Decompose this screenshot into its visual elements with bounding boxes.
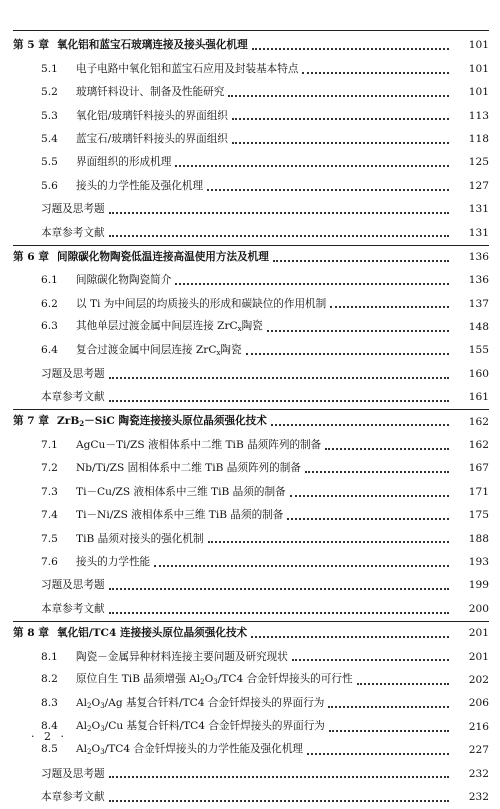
toc-misc-entry[interactable] [0,762,500,785]
top-rule [13,30,489,31]
dot-leader [109,799,449,802]
dot-leader [273,259,449,262]
dot-leader [154,564,449,567]
toc-section-entry[interactable] [0,339,500,362]
toc-entry-title: 接头的力学性能及强化机理 [76,179,204,192]
dot-leader [232,141,449,144]
toc-page-number: 216 [468,720,489,733]
toc-entry-label [0,534,204,545]
toc-page-number: 171 [468,485,489,498]
toc-entry-title: 复合过渡金属中间层连接 ZrC$_x$陶瓷 [76,343,242,357]
toc-section-entry[interactable] [0,434,500,457]
toc-chapter-entry[interactable] [0,410,500,433]
toc-misc-entry[interactable] [0,221,500,244]
toc-page-number: 199 [468,579,489,592]
table-of-contents [0,34,500,809]
dot-leader [208,540,449,543]
toc-entry-label [0,111,228,122]
dot-leader [328,705,449,708]
toc-entry-title: 本章参考文献 [41,391,105,404]
toc-page-number: 201 [468,650,489,663]
toc-page-number: 131 [468,226,489,239]
toc-page-number: 175 [468,509,489,522]
toc-page-number: 167 [468,462,489,475]
toc-section-entry[interactable] [0,81,500,104]
toc-section-entry[interactable] [0,104,500,127]
toc-page-number: 148 [468,321,489,334]
toc-entry-title: Nb/Ti/ZS 固相体系中二维 TiB 晶须阵列的制备 [76,462,301,475]
toc-section-entry[interactable] [0,645,500,668]
toc-entry-label [0,557,150,568]
toc-page-number: 125 [468,156,489,169]
toc-misc-entry[interactable] [0,786,500,809]
toc-entry-number: 第 7 章 [13,415,49,428]
toc-section-entry[interactable] [0,128,500,151]
toc-entry-number: 第 6 章 [13,250,49,263]
toc-misc-entry[interactable] [0,198,500,221]
toc-entry-label [0,674,353,686]
toc-entry-title: 陶瓷－金属异种材料连接主要问题及研究现状 [76,650,288,663]
dot-leader [307,752,449,755]
toc-page-number: 161 [468,391,489,404]
dot-leader [175,164,449,167]
dot-leader [109,775,449,778]
toc-entry-label [0,604,105,615]
toc-entry-label [0,299,326,310]
toc-entry-title: 氧化铝/玻璃钎料接头的界面组织 [76,109,228,122]
toc-entry-label [0,252,269,263]
dot-leader [228,94,449,97]
toc-entry-title: 本章参考文献 [41,602,105,615]
dot-leader [232,117,449,120]
toc-entry-number: 5.2 [41,86,58,99]
toc-page-number: 136 [468,274,489,287]
toc-entry-title: 间隙碳化物陶瓷简介 [76,274,172,287]
toc-page-number: 127 [468,179,489,192]
toc-entry-title: AgCu－Ti/ZS 液相体系中二维 TiB 晶须阵列的制备 [76,439,322,452]
toc-section-entry[interactable] [0,551,500,574]
toc-section-entry[interactable] [0,480,500,503]
toc-entry-label [0,181,203,192]
toc-entry-number: 8.2 [41,673,58,686]
toc-page-number: 131 [468,203,489,216]
toc-section-entry[interactable] [0,174,500,197]
toc-page-number: 101 [468,39,489,52]
toc-entry-title: 其他单层过渡金属中间层连接 ZrC$_x$陶瓷 [76,320,263,334]
dot-leader [287,517,449,520]
toc-entry-label [0,792,105,803]
toc-entry-title: ZrB$_2$－SiC 陶瓷连接接头原位晶须强化技术 [57,415,267,429]
dot-leader [109,587,449,590]
toc-entry-number: 8.4 [41,720,58,733]
toc-entry-number: 7.2 [41,462,58,475]
toc-entry-label [0,487,286,498]
dot-leader [325,447,449,450]
toc-section-entry[interactable] [0,739,500,762]
toc-entry-title: 界面组织的形成机理 [76,156,172,169]
toc-entry-label [0,416,267,427]
toc-entry-label [0,744,303,756]
toc-page-number: 206 [468,697,489,710]
toc-section-entry[interactable] [0,316,500,339]
toc-entry-number: 5.5 [41,156,58,169]
dot-leader [357,682,449,685]
toc-entry-title: $Al_2O_3/TC4$ 合金钎焊接头的力学性能及强化机理 [76,743,304,757]
dot-leader [267,329,449,332]
toc-entry-number: 第 5 章 [13,39,49,52]
toc-entry-number: 第 8 章 [13,627,49,640]
toc-entry-label [0,321,263,333]
dot-leader [271,423,449,426]
toc-entry-title: $Al_2O_3/Ag$ 基复合钎料/TC4 合金钎焊接头的界面行为 [76,696,325,710]
toc-entry-title: 间隙碳化物陶瓷低温连接高温使用方法及机理 [57,250,269,263]
toc-entry-label [0,275,171,286]
toc-chapter-entry[interactable] [0,246,500,269]
toc-page-number: 227 [468,744,489,757]
toc-entry-number: 7.1 [41,439,58,452]
dot-leader [292,658,449,661]
toc-entry-title: 氧化铝/TC4 连接接头原位晶须强化技术 [57,627,248,640]
dot-leader [109,211,449,214]
toc-section-entry[interactable] [0,715,500,738]
toc-section-entry[interactable] [0,457,500,480]
toc-page-number: 193 [468,555,489,568]
toc-section-entry[interactable] [0,669,500,692]
toc-entry-title: TiB 晶须对接头的强化机制 [76,532,204,545]
toc-entry-number: 6.1 [41,274,58,287]
toc-entry-number: 7.5 [41,532,58,545]
dot-leader [109,399,449,402]
dot-leader [252,47,449,50]
toc-page-number: 188 [468,532,489,545]
toc-entry-number: 5.3 [41,109,58,122]
dot-leader [109,234,449,237]
dot-leader [175,282,449,285]
toc-entry-title: 习题及思考题 [41,203,105,216]
toc-entry-title: 原位自生 TiB 晶须增强 $Al_2O_3/TC4$ 合金钎焊接头的可行性 [76,673,353,687]
toc-entry-number: 7.4 [41,509,58,522]
toc-page-number: 162 [468,439,489,452]
toc-entry-label [0,204,105,215]
toc-entry-title: Ti－Cu/ZS 液相体系中三维 TiB 晶须的制备 [76,485,286,498]
toc-entry-label [0,769,105,780]
toc-entry-title: 电子电路中氧化铝和蓝宝石应用及封装基本特点 [76,62,299,75]
toc-entry-label [0,440,321,451]
toc-section-entry[interactable] [0,692,500,715]
dot-leader [290,494,449,497]
toc-entry-number: 8.5 [41,743,58,756]
toc-entry-number: 8.1 [41,650,58,663]
dot-leader [302,71,449,74]
toc-entry-title: 本章参考文献 [41,790,105,803]
toc-chapter-entry[interactable] [0,622,500,645]
toc-entry-label [0,134,228,145]
toc-entry-label [0,652,288,663]
toc-section-entry[interactable] [0,151,500,174]
dot-leader [251,635,449,638]
toc-entry-title: 蓝宝石/玻璃钎料接头的界面组织 [76,132,228,145]
dot-leader [305,470,449,473]
toc-page-number: 136 [468,250,489,263]
dot-leader [246,352,449,355]
toc-page-number: 137 [468,297,489,310]
toc-section-entry[interactable] [0,269,500,292]
toc-entry-label [0,40,248,51]
toc-page-number: 118 [468,132,489,145]
toc-page-number: 160 [468,367,489,380]
toc-entry-title: 本章参考文献 [41,226,105,239]
toc-entry-number: 6.2 [41,297,58,310]
toc-page-number: 202 [468,673,489,686]
toc-entry-title: 习题及思考题 [41,367,105,380]
toc-entry-number: 7.6 [41,555,58,568]
toc-entry-number: 5.1 [41,62,58,75]
toc-page-number: 162 [468,415,489,428]
toc-entry-label [0,345,242,357]
toc-entry-label [0,463,301,474]
toc-entry-title: Ti－Ni/ZS 液相体系中三维 TiB 晶须的制备 [76,509,284,522]
toc-entry-label [0,580,105,591]
toc-entry-title: 氧化铝和蓝宝石玻璃连接及接头强化机理 [57,39,248,52]
toc-page-number: 200 [468,602,489,615]
toc-entry-title: 玻璃钎料设计、制备及性能研究 [76,86,225,99]
toc-entry-number: 8.3 [41,696,58,709]
toc-entry-title: 习题及思考题 [41,579,105,592]
toc-section-entry[interactable] [0,57,500,80]
toc-misc-entry[interactable] [0,386,500,409]
toc-section-entry[interactable] [0,504,500,527]
toc-entry-title: 习题及思考题 [41,767,105,780]
page-number-footer: · 2 · [31,730,67,743]
toc-entry-label [0,87,224,98]
dot-leader [109,376,449,379]
toc-entry-title: 接头的力学性能 [76,555,151,568]
toc-page-number: 232 [468,767,489,780]
dot-leader [109,611,449,614]
toc-entry-label [0,228,105,239]
dot-leader [207,188,449,191]
toc-section-entry[interactable] [0,292,500,315]
toc-entry-number: 5.6 [41,179,58,192]
toc-page-number: 101 [468,86,489,99]
toc-page-number: 232 [468,790,489,803]
toc-misc-entry[interactable] [0,597,500,620]
toc-entry-label [0,369,105,380]
toc-entry-number: 6.3 [41,320,58,333]
toc-entry-number: 5.4 [41,132,58,145]
toc-entry-label [0,698,324,710]
toc-entry-label [0,157,171,168]
toc-entry-number: 7.3 [41,485,58,498]
toc-entry-label [0,628,247,639]
toc-page-number: 201 [468,627,489,640]
toc-entry-label [0,510,283,521]
toc-entry-title: 以 Ti 为中间层的均质接头的形成和碳缺位的作用机制 [76,297,327,310]
toc-chapter-entry[interactable] [0,34,500,57]
toc-entry-title: $Al_2O_3/Cu$ 基复合钎料/TC4 合金钎焊接头的界面行为 [76,720,325,734]
toc-page-number: 155 [468,344,489,357]
toc-section-entry[interactable] [0,527,500,550]
toc-entry-label [0,64,298,75]
toc-misc-entry[interactable] [0,362,500,385]
toc-page-number: 101 [468,62,489,75]
toc-entry-label [0,392,105,403]
toc-entry-number: 6.4 [41,343,58,356]
toc-misc-entry[interactable] [0,574,500,597]
dot-leader [330,305,449,308]
dot-leader [329,729,449,732]
toc-page-number: 113 [468,109,489,122]
